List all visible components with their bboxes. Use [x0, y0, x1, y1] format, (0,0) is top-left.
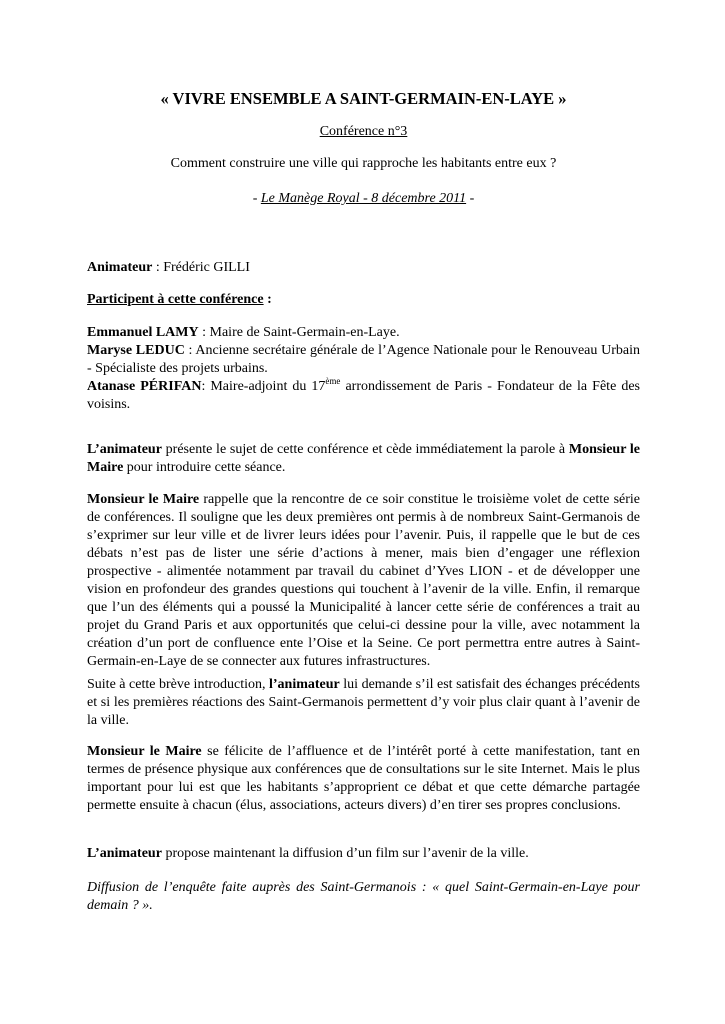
participant-role: : Ancienne secrétaire générale de l’Agence Nationale pour le Renouveau Urbain - Spécialiste des projets urbains.: [87, 343, 640, 376]
paragraph-text: propose maintenant la diffusion d’un film sur l’avenir de la ville.: [161, 846, 529, 861]
paragraph-intro: [87, 441, 640, 477]
participant-item: [87, 324, 640, 342]
paragraph-mayor-1: [87, 491, 640, 671]
participants-list: [87, 324, 640, 414]
paragraph-survey-note: Diffusion de l’enquête faite auprès des Saint-Germanois : « quel Saint-Germain-en-Laye pour demain ? ».: [87, 880, 640, 913]
paragraph-text: se félicite de l’affluence et de l’intérêt porté à cette manifestation, tant en termes de présence physique aux conférences que de consultations sur le site Internet. Mais le plus important pour lui est que les habitants s’approprient ce débat et que cette démarche partagée permette ensuite à chacun (élus, associations, acteurs divers) d’en tirer ses propres conclusions.: [87, 744, 640, 813]
paragraph-text: présente le sujet de cette conférence et cède immédiatement la parole à: [161, 442, 569, 457]
paragraph-moderator-question: [87, 676, 640, 730]
venue-prefix: -: [252, 191, 261, 206]
moderator-name: Frédéric GILLI: [163, 260, 250, 275]
moderator-line: [87, 259, 640, 277]
speaker-moderator: L’animateur: [87, 442, 162, 457]
conference-number: Conférence n°3: [319, 124, 408, 139]
venue-suffix: -: [466, 191, 475, 206]
speaker-moderator: L’animateur: [87, 846, 162, 861]
speaker-mayor: Monsieur le Maire: [87, 442, 640, 475]
participant-role: : Maire de Saint-Germain-en-Laye.: [198, 325, 400, 340]
participant-name: Maryse LEDUC: [87, 343, 185, 358]
participants-heading-colon: :: [263, 292, 272, 307]
paragraph-text: pour introduire cette séance.: [123, 460, 286, 475]
speaker-mayor: Monsieur le Maire: [87, 492, 200, 507]
moderator-separator: :: [152, 260, 164, 275]
venue-text: Le Manège Royal - 8 décembre 2011: [260, 191, 467, 206]
speaker-mayor: Monsieur le Maire: [87, 744, 202, 759]
document-title: « VIVRE ENSEMBLE A SAINT-GERMAIN-EN-LAYE »: [160, 89, 567, 108]
participant-role: : Maire-adjoint du 17: [201, 379, 326, 394]
conference-venue-date: [87, 190, 640, 208]
paragraph-text: Suite à cette brève introduction,: [87, 677, 269, 692]
participant-item: [87, 378, 640, 414]
moderator-label: Animateur: [87, 260, 153, 275]
paragraph-text: lui demande s’il est satisfait des échanges précédents et si les premières réactions des Saint-Germanois permettent d’y voir plus clair quant à l’avenir de la ville.: [87, 677, 640, 728]
participants-heading: [87, 291, 640, 309]
paragraph-film: [87, 845, 640, 863]
participant-name: Emmanuel LAMY: [87, 325, 199, 340]
conference-question: Comment construire une ville qui rapproche les habitants entre eux ?: [170, 156, 557, 171]
participants-heading-text: Participent à cette conférence: [87, 292, 264, 307]
participant-name: Atanase PÉRIFAN: [87, 379, 202, 394]
paragraph-mayor-2: [87, 743, 640, 815]
speaker-moderator: l’animateur: [269, 677, 340, 692]
ordinal-superscript: ème: [325, 376, 341, 386]
paragraph-text: rappelle que la rencontre de ce soir constitue le troisième volet de cette série de conférences. Il souligne que les deux premières ont permis à de nombreux Saint-Germanois de s’exprimer sur leur ville et de livrer leurs idées pour l’avenir. Puis, il rappelle que le but de ces débats n’est pas de lister une série d’actions à mener, mais bien d’engager une réflexion prospective - alimentée notamment par travail du cabinet d’Yves LION - et de développer une vision en profondeur des grandes questions qui touchent à l’avenir de la ville. Enfin, il remarque que l’un des éléments qui a poussé la Municipalité à lancer cette série de conférences a trait au projet du Grand Paris et aux opportunités que celui-ci dessine pour la ville, avec notamment la création d’un port de confluence ente l’Oise et la Seine. Ce port permettra entre autres à Saint-Germain-en-Laye de se connecter aux futures infrastructures.: [87, 492, 640, 669]
participant-role-cont: arrondissement de Paris - Fondateur de la Fête des voisins.: [87, 379, 640, 412]
participant-item: [87, 342, 640, 378]
